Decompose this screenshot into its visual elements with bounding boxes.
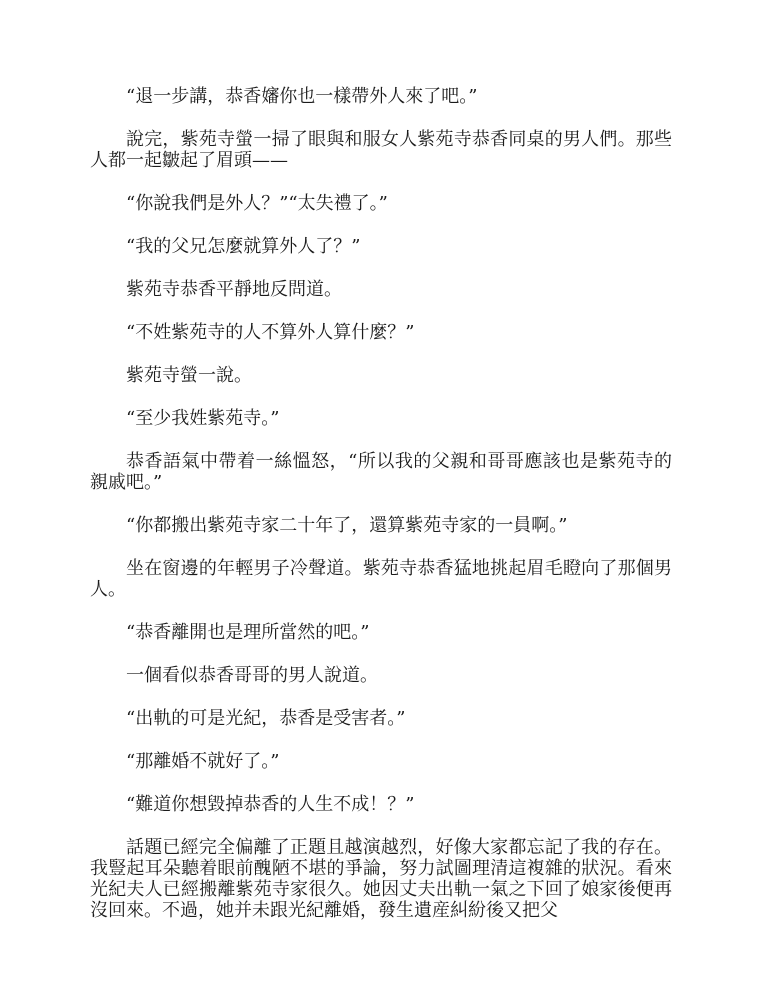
paragraph: “你都搬出紫苑寺家二十年了，還算紫苑寺家的一員啊。” [126,515,568,536]
paragraph: 紫苑寺螢一說。 [126,365,252,386]
paragraph: “那離婚不就好了。” [126,751,280,772]
paragraph: “不姓紫苑寺的人不算外人算什麼？” [126,322,415,343]
paragraph: “出軌的可是光紀，恭香是受害者。” [126,708,406,729]
paragraph: “我的父兄怎麼就算外人了？” [126,236,361,257]
paragraph: 一個看似恭香哥哥的男人說道。 [126,665,378,686]
paragraph: 坐在窗邊的年輕男子冷聲道。紫苑寺恭香猛地挑起眉毛瞪向了那個男人。 [90,558,672,600]
paragraph: 恭香語氣中帶着一絲慍怒，“所以我的父親和哥哥應該也是紫苑寺的親戚吧。” [90,451,672,493]
paragraph: “退一步講，恭香嬸你也一樣帶外人來了吧。” [126,86,478,107]
paragraph: “恭香離開也是理所當然的吧。” [126,622,370,643]
paragraph: “難道你想毀掉恭香的人生不成！？” [126,794,415,815]
paragraph: 紫苑寺恭香平靜地反問道。 [126,279,342,300]
paragraph: 說完，紫苑寺螢一掃了眼與和服女人紫苑寺恭香同桌的男人們。那些人都一起皺起了眉頭—— [90,129,672,171]
body-text [90,86,672,921]
paragraph: “你說我們是外人？”“太失禮了。” [126,193,388,214]
paragraph: “至少我姓紫苑寺。” [126,408,280,429]
paragraph: 話題已經完全偏離了正題且越演越烈，好像大家都忘記了我的存在。我豎起耳朵聽着眼前醜陋不堪的爭論，努力試圖理清這複雜的狀況。看來光紀夫人已經搬離紫苑寺家很久。她因丈夫出軌一氣之下回了娘家後便再沒回來。不過，她并未跟光紀離婚，發生遺産糾紛後又把父 [90,837,672,921]
